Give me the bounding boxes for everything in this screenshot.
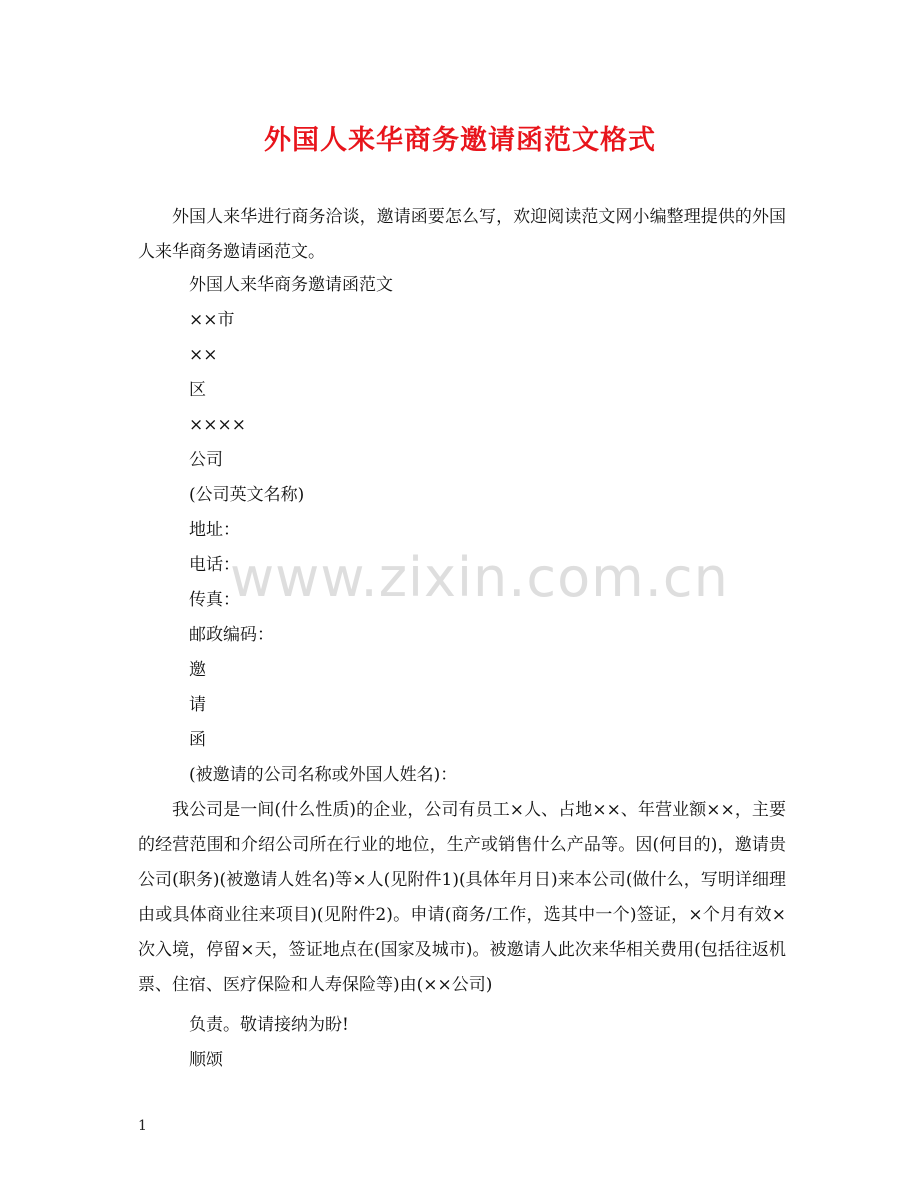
page-number: 1	[138, 1118, 147, 1134]
letter-title-char-1: 邀	[189, 660, 206, 680]
address-label: 地址：	[189, 520, 240, 540]
fax-label: 传真：	[189, 590, 240, 610]
document-title: 外国人来华商务邀请函范文格式	[264, 125, 656, 156]
postal-code-label: 邮政编码：	[189, 625, 274, 645]
city-line: ××市	[189, 310, 235, 330]
intro-paragraph: 外国人来华进行商务洽谈，邀请函要怎么写，欢迎阅读范文网小编整理提供的外国人来华商务邀请函范文。	[138, 207, 786, 262]
phone-label: 电话：	[189, 555, 240, 575]
regards-line: 顺颂	[189, 1050, 223, 1070]
letter-heading: 外国人来华商务邀请函范文	[189, 275, 393, 295]
salutation: (被邀请的公司名称或外国人姓名)：	[189, 765, 458, 785]
district-line: 区	[189, 380, 206, 400]
closing-line: 负责。敬请接纳为盼!	[189, 1015, 349, 1035]
district-name-line: ××	[189, 345, 218, 365]
body-paragraph: 我公司是一间(什么性质)的企业，公司有员工×人、占地××、年营业额××，主要的经营范围和介绍公司所在行业的地位，生产或销售什么产品等。因(何目的)，邀请贵公司(职务)(被邀请人姓名)等×人(见附件1)(具体年月日)来本公司(做什么，写明详细理由或具体商业往来项目)(见附件2)。申请(商务/工作，选其中一个)签证，×个月有效×次入境，停留×天，签证地点在(国家及城市)。被邀请人此次来华相关费用(包括往返机票、住宿、医疗保险和人寿保险等)由(××公司)	[138, 800, 786, 995]
company-name-line: ××××	[189, 415, 246, 435]
company-line: 公司	[189, 450, 223, 470]
company-english-name: (公司英文名称)	[189, 485, 305, 505]
letter-title-char-2: 请	[189, 695, 206, 715]
letter-title-char-3: 函	[189, 730, 206, 750]
watermark: www.zixin.com.cn	[230, 546, 729, 609]
